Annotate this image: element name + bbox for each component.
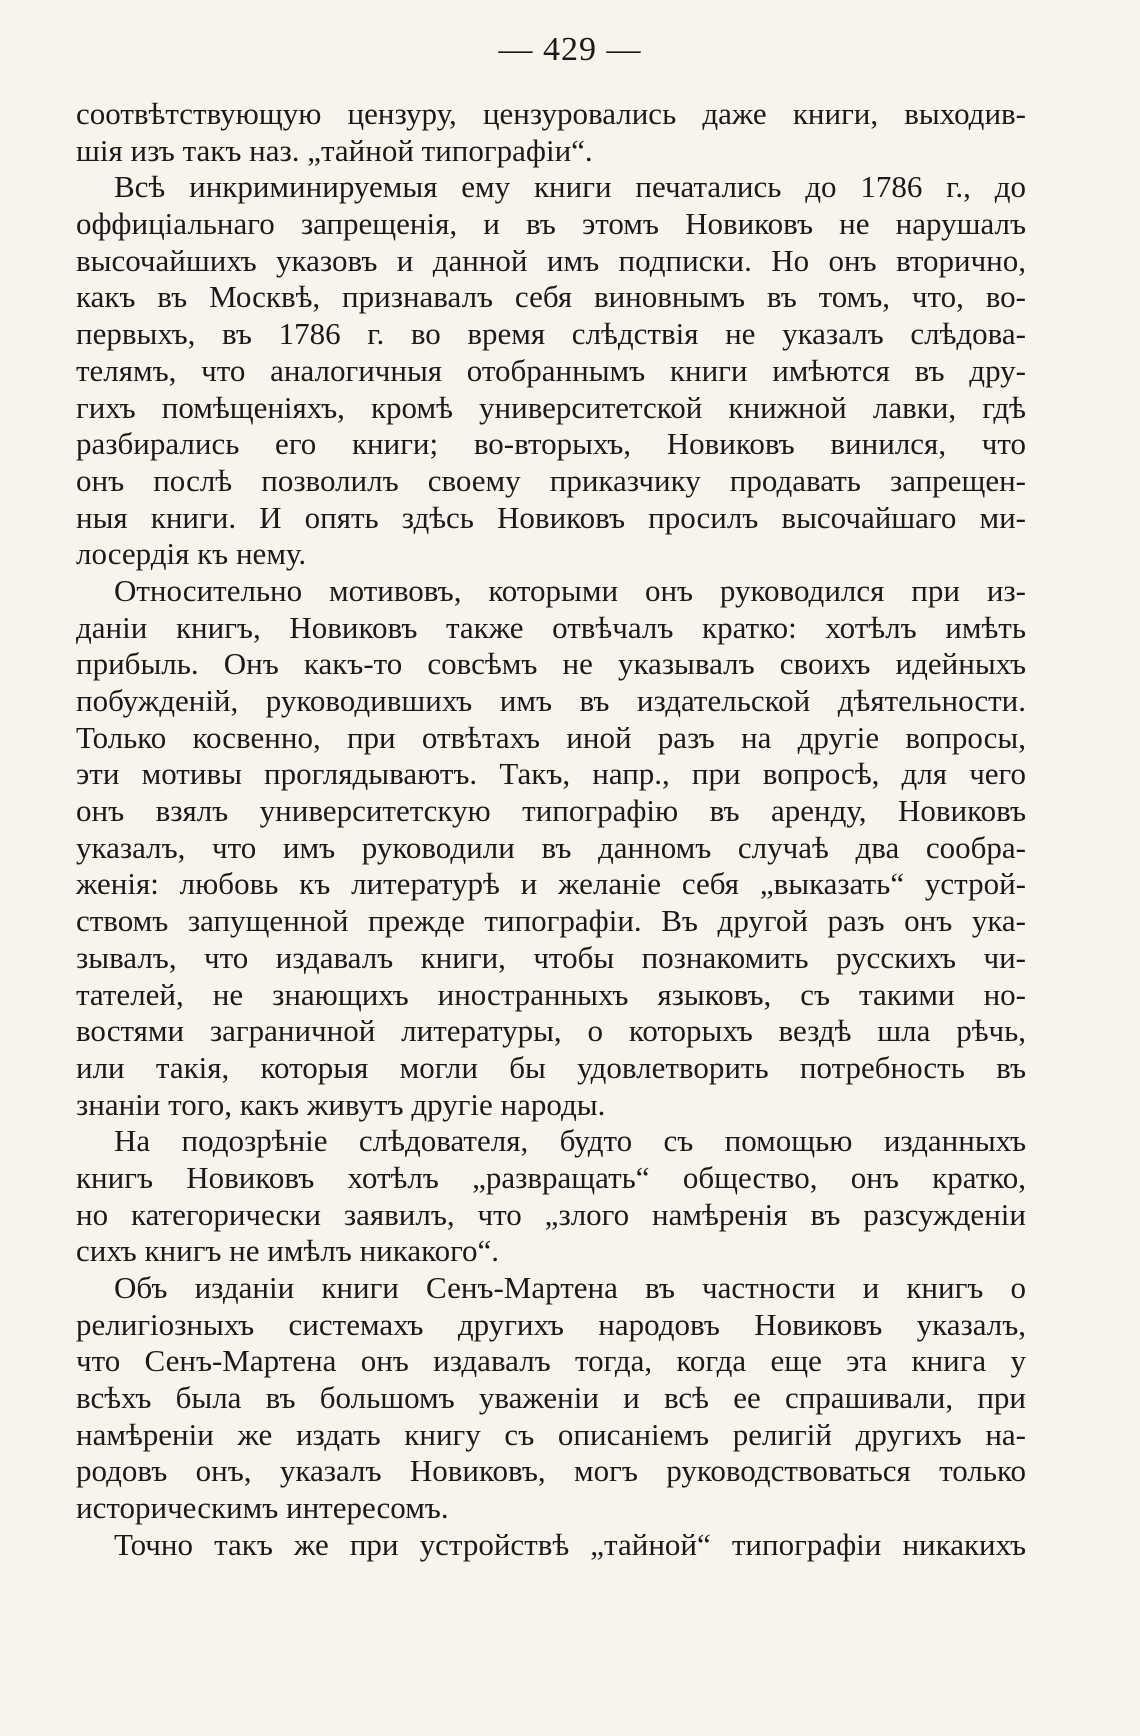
text-line: оффиціальнаго запрещенія, и въ этомъ Новиковъ не нарушалъ: [76, 206, 1026, 242]
text-line: востями заграничной литературы, о которыхъ вездѣ шла рѣчь,: [76, 1013, 1026, 1049]
text-line: прибыль. Онъ какъ-то совсѣмъ не указывалъ своихъ идейныхъ: [76, 646, 1026, 682]
text-line: указалъ, что имъ руководили въ данномъ случаѣ два сообра-: [76, 829, 1026, 865]
text-line: родовъ онъ, указалъ Новиковъ, могъ руководствоваться только: [76, 1453, 1026, 1489]
text-line: Всѣ инкриминируемыя ему книги печатались до 1786 г., до: [114, 169, 1026, 205]
text-line: Точно такъ же при устройствѣ „тайной“ типографіи никакихъ: [114, 1526, 1026, 1562]
text-line: лосердія къ нему.: [76, 536, 307, 572]
text-line: соотвѣтствующую цензуру, цензуровались даже книги, выходив-: [76, 96, 1026, 131]
text-line: телямъ, что аналогичныя отобраннымъ книги имѣются въ дру-: [76, 352, 1026, 388]
text-line: религіозныхъ системахъ другихъ народовъ Новиковъ указалъ,: [76, 1306, 1026, 1342]
text-line: историческимъ интересомъ.: [76, 1490, 449, 1526]
text-line: Относительно мотивовъ, которыми онъ руководился при из-: [114, 572, 1026, 608]
text-line: первыхъ, въ 1786 г. во время слѣдствія не указалъ слѣдова-: [76, 316, 1026, 352]
text-line: Только косвенно, при отвѣтахъ иной разъ на другіе вопросы,: [76, 719, 1026, 755]
text-line: женія: любовь къ литературѣ и желаніе себя „выказать“ устрой-: [76, 866, 1026, 902]
text-line: какъ въ Москвѣ, признавалъ себя виновнымъ въ томъ, что, во-: [76, 279, 1026, 315]
text-line: даніи книгъ, Новиковъ также отвѣчалъ кратко: хотѣлъ имѣть: [76, 609, 1026, 645]
text-line: ствомъ запущенной прежде типографіи. Въ другой разъ онъ ука-: [76, 903, 1026, 939]
text-line: ныя книги. И опять здѣсь Новиковъ просилъ высочайшаго ми-: [76, 499, 1026, 535]
text-line: гихъ помѣщеніяхъ, кромѣ университетской книжной лавки, гдѣ: [76, 389, 1026, 425]
body-text: [76, 96, 1026, 1564]
text-line: или такія, которыя могли бы удовлетворить потребность въ: [76, 1049, 1026, 1085]
text-line: побужденій, руководившихъ имъ въ издательской дѣятельности.: [76, 683, 1026, 718]
text-line: знаніи того, какъ живутъ другіе народы.: [76, 1086, 606, 1122]
text-line: разбирались его книги; во-вторыхъ, Новиковъ винился, что: [76, 426, 1026, 462]
text-line: намѣреніи же издать книгу съ описаніемъ религій другихъ на-: [76, 1416, 1026, 1452]
text-line: тателей, не знающихъ иностранныхъ языковъ, съ такими но-: [76, 976, 1026, 1012]
text-line: книгъ Новиковъ хотѣлъ „развращать“ общество, онъ кратко,: [76, 1159, 1026, 1195]
text-line: Объ изданіи книги Сенъ-Мартена въ частности и книгъ о: [114, 1270, 1026, 1305]
text-line: всѣхъ была въ большомъ уваженіи и всѣ ее спрашивали, при: [76, 1380, 1026, 1416]
text-line: онъ взялъ университетскую типографію въ аренду, Новиковъ: [76, 793, 1026, 829]
text-line: эти мотивы проглядываютъ. Такъ, напр., при вопросѣ, для чего: [76, 756, 1026, 792]
text-line: сихъ книгъ не имѣлъ никакого“.: [76, 1233, 500, 1269]
text-line: высочайшихъ указовъ и данной имъ подписки. Но онъ вторично,: [76, 242, 1026, 278]
page-number: — 429 —: [498, 31, 642, 68]
text-line: но категорически заявилъ, что „злого намѣренія въ разсужденіи: [76, 1196, 1026, 1232]
text-line: На подозрѣніе слѣдователя, будто съ помощью изданныхъ: [114, 1123, 1026, 1159]
text-line: что Сенъ-Мартена онъ издавалъ тогда, когда еще эта книга у: [76, 1343, 1026, 1379]
text-line: онъ послѣ позволилъ своему приказчику продавать запрещен-: [76, 462, 1026, 498]
text-line: зывалъ, что издавалъ книги, чтобы познакомить русскихъ чи-: [76, 939, 1026, 975]
text-line: шія изъ такъ наз. „тайной типографіи“.: [76, 132, 593, 168]
